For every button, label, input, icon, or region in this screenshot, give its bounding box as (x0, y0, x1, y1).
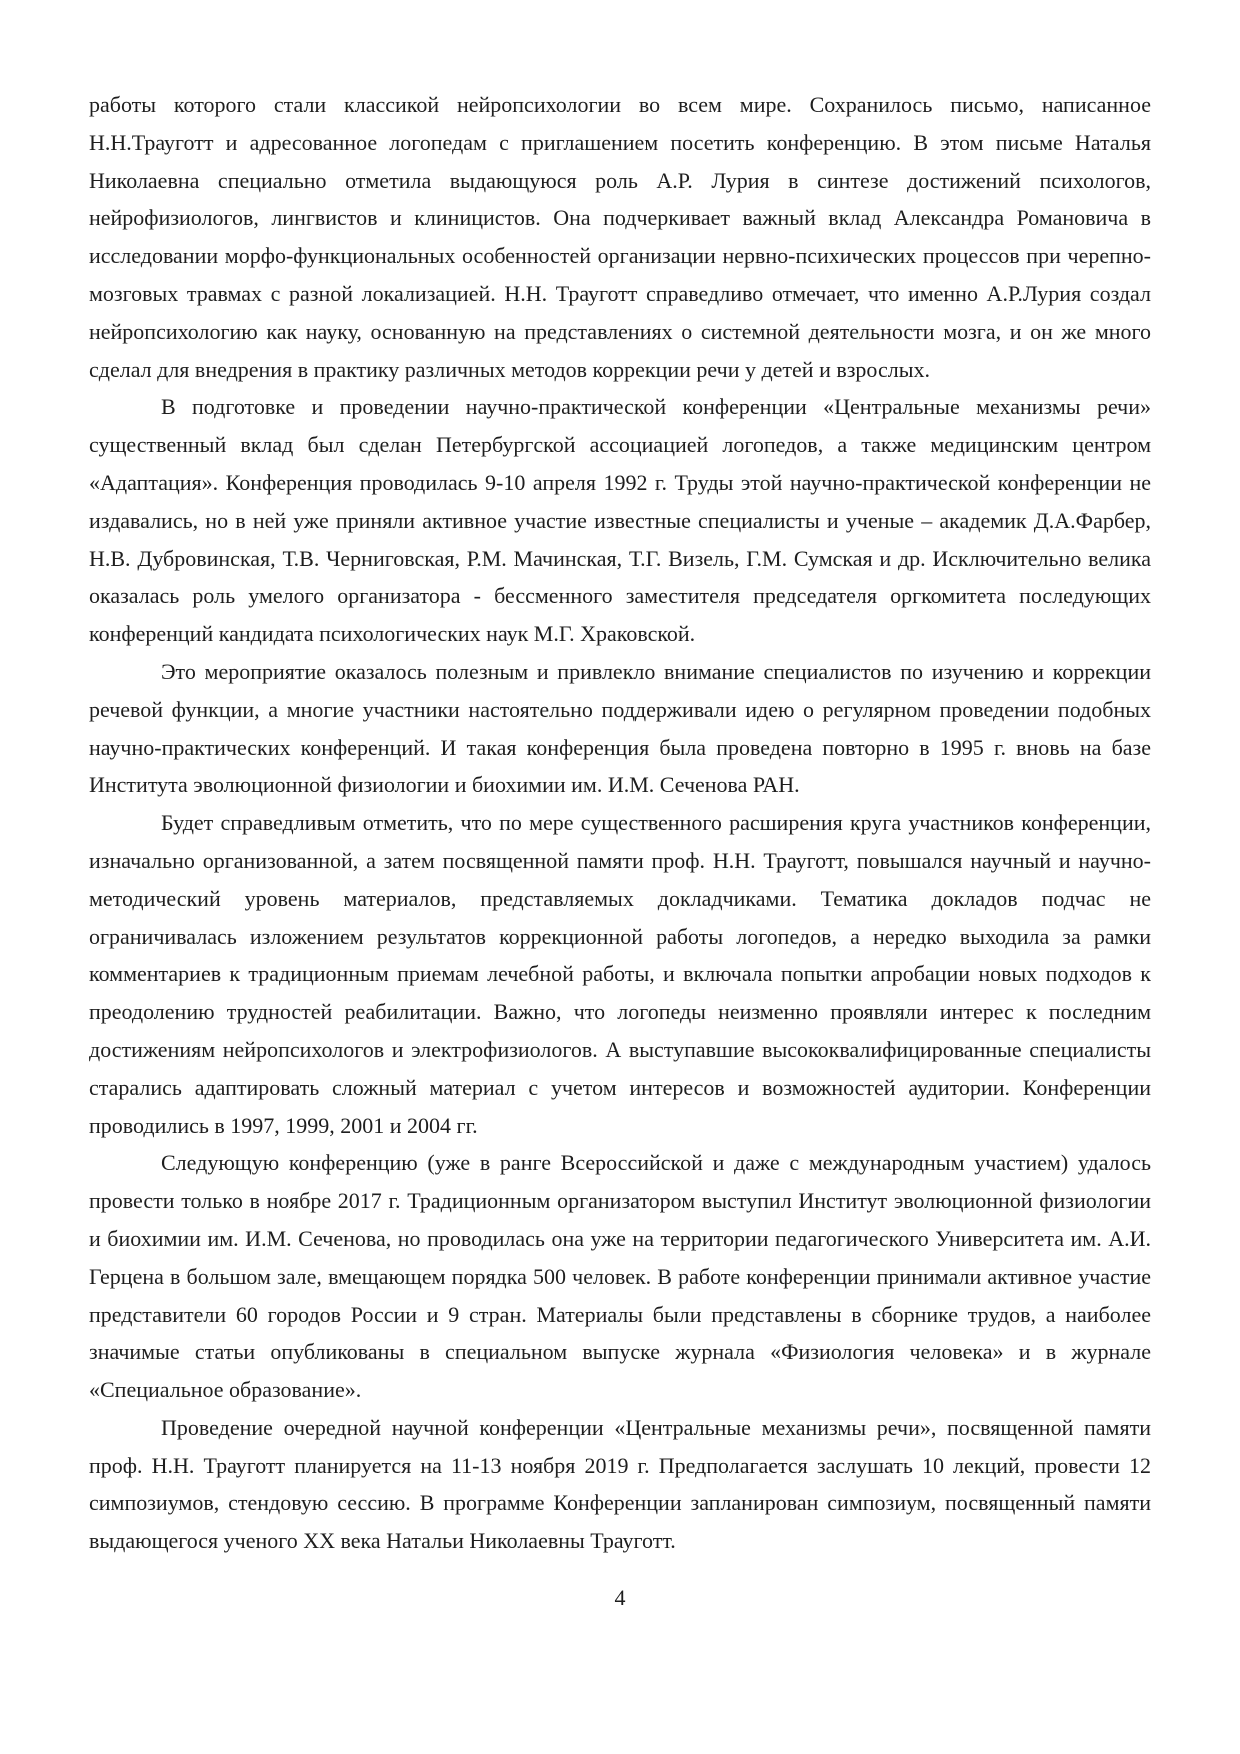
paragraph-5: Следующую конференцию (уже в ранге Всероссийской и даже с международным участием) удалось провести только в ноябре 2017 г. Традиционным организатором выступил Институт эволюционной физиологии и биохимии им. И.М. Сеченова, но проводилась она уже на территории педагогического Университета им. А.И. Герцена в большом зале, вмещающем порядка 500 человек. В работе конференции принимали активное участие представители 60 городов России и 9 стран. Материалы были представлены в сборнике трудов, а наиболее значимые статьи опубликованы в специальном выпуске журнала «Физиология человека» и в журнале «Специальное образование». (89, 1150, 1151, 1403)
paragraph-4: Будет справедливым отметить, что по мере существенного расширения круга участников конференции, изначально организованной, а затем посвященной памяти проф. Н.Н. Трауготт, повышался научный и научно-методический уровень материалов, представляемых докладчиками. Тематика докладов подчас не ограничивалась изложением результатов коррекционной работы логопедов, а нередко выходила за рамки комментариев к традиционным приемам лечебной работы, и включала попытки апробации новых подходов к преодолению трудностей реабилитации. Важно, что логопеды неизменно проявляли интерес к последним достижениям нейропсихологов и электрофизиологов. А выступавшие высококвалифицированные специалисты старались адаптировать сложный материал с учетом интересов и возможностей аудитории. Конференции проводились в 1997, 1999, 2001 и 2004 гг. (89, 810, 1151, 1138)
paragraph-2: В подготовке и проведении научно-практической конференции «Центральные механизмы речи» существенный вклад был сделан Петербургской ассоциацией логопедов, а также медицинским центром «Адаптация». Конференция проводилась 9-10 апреля 1992 г. Труды этой научно-практической конференции не издавались, но в ней уже приняли активное участие известные специалисты и ученые – академик Д.А.Фарбер, Н.В. Дубровинская, Т.В. Черниговская, Р.М. Мачинская, Т.Г. Визель, Г.М. Сумская и др. Исключительно велика оказалась роль умелого организатора - бессменного заместителя председателя оргкомитета последующих конференций кандидата психологических наук М.Г. Храковской. (89, 394, 1151, 647)
page-number: 4 (614, 1585, 626, 1610)
paragraph-1: работы которого стали классикой нейропсихологии во всем мире. Сохранилось письмо, написанное Н.Н.Трауготт и адресованное логопедам с приглашением посетить конференцию. В этом письме Наталья Николаевна специально отметила выдающуюся роль А.Р. Лурия в синтезе достижений психологов, нейрофизиологов, лингвистов и клиницистов. Она подчеркивает важный вклад Александра Романовича в исследовании морфо-функциональных особенностей организации нервно-психических процессов при черепно-мозговых травмах с разной локализацией. Н.Н. Трауготт справедливо отмечает, что именно А.Р.Лурия создал нейропсихологию как науку, основанную на представлениях о системной деятельности мозга, и он же много сделал для внедрения в практику различных методов коррекции речи у детей и взрослых. (89, 92, 1151, 382)
paragraph-3: Это мероприятие оказалось полезным и привлекло внимание специалистов по изучению и коррекции речевой функции, а многие участники настоятельно поддерживали идею о регулярном проведении подобных научно-практических конференций. И такая конференция была проведена повторно в 1995 г. вновь на базе Института эволюционной физиологии и биохимии им. И.М. Сеченова РАН. (89, 658, 1151, 798)
paragraph-6: Проведение очередной научной конференции «Центральные механизмы речи», посвященной памяти проф. Н.Н. Трауготт планируется на 11-13 ноября 2019 г. Предполагается заслушать 10 лекций, провести 12 симпозиумов, стендовую сессию. В программе Конференции запланирован симпозиум, посвященный памяти выдающегося ученого XX века Натальи Николаевны Трауготт. (89, 1414, 1151, 1554)
document-body (89, 86, 1151, 1560)
